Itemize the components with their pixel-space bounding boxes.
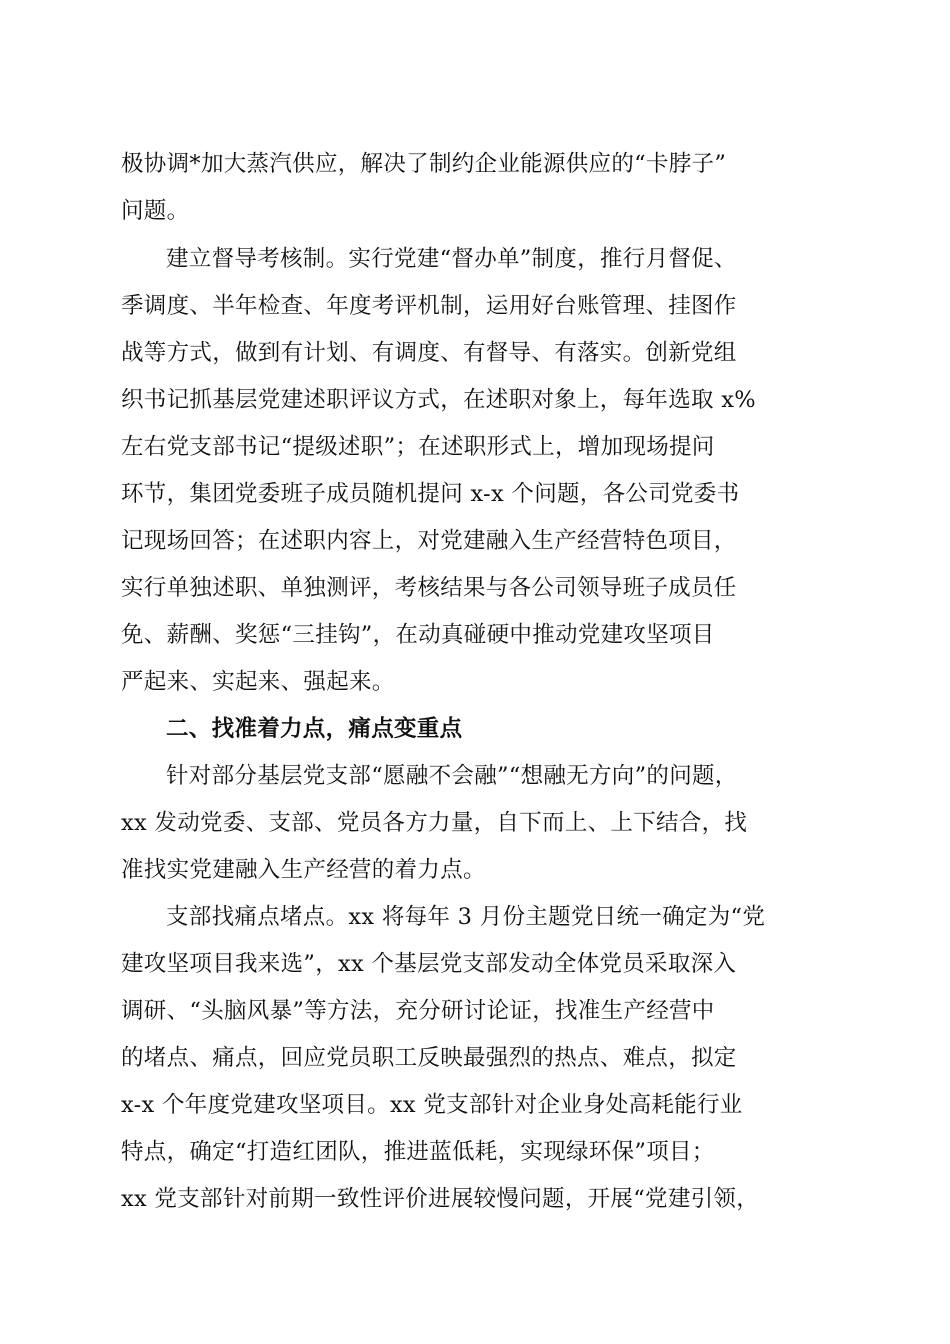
body-text-line: 建攻坚项目我来选”，xx 个基层党支部发动全体党员采取深入 <box>121 951 737 977</box>
body-text-line: 实行单独述职、单独测评，考核结果与各公司领导班子成员任 <box>121 575 737 601</box>
body-text-line: 极协调*加大蒸汽供应，解决了制约企业能源供应的“卡脖子” <box>121 151 727 177</box>
body-text-line: xx 党支部针对前期一致性评价进展较慢问题，开展“党建引领， <box>121 1186 760 1212</box>
paragraph-start-line: 支部找痛点堵点。xx 将每年 3 月份主题党日统一确定为“党 <box>166 904 766 930</box>
section-heading: 二、找准着力点，痛点变重点 <box>166 716 463 742</box>
body-text-line: x-x 个年度党建攻坚项目。xx 党支部针对企业身处高耗能行业 <box>121 1092 743 1118</box>
body-text-line: 特点，确定“打造红团队，推进蓝低耗，实现绿环保”项目； <box>121 1139 715 1165</box>
body-text-line: 环节，集团党委班子成员随机提问 x-x 个问题，各公司党委书 <box>121 481 740 507</box>
body-text-line: 严起来、实起来、强起来。 <box>121 669 395 695</box>
body-text-line: 织书记抓基层党建述职评议方式，在述职对象上，每年选取 x% <box>121 387 756 413</box>
body-text-line: 免、薪酬、奖惩“三挂钩”，在动真碰硬中推动党建攻坚项目 <box>121 622 715 648</box>
body-text-line: xx 发动党委、支部、党员各方力量，自下而上、上下结合，找 <box>121 810 748 836</box>
body-text-line: 的堵点、痛点，回应党员职工反映最强烈的热点、难点，拟定 <box>121 1045 737 1071</box>
paragraph-start-line: 针对部分基层党支部“愿融不会融”“想融无方向”的问题， <box>166 763 738 789</box>
body-text-line: 左右党支部书记“提级述职”；在述职形式上，增加现场提问 <box>121 434 715 460</box>
body-text-line: 准找实党建融入生产经营的着力点。 <box>121 857 486 883</box>
body-text-line: 记现场回答；在述职内容上，对党建融入生产经营特色项目， <box>121 528 737 554</box>
body-text-line: 问题。 <box>121 198 190 224</box>
body-text-line: 季调度、半年检查、年度考评机制，运用好台账管理、挂图作 <box>121 293 737 319</box>
body-text-line: 调研、“头脑风暴”等方法，充分研讨论证，找准生产经营中 <box>121 998 715 1024</box>
paragraph-start-line: 建立督导考核制。实行党建“督办单”制度，推行月督促、 <box>166 246 737 272</box>
body-text-line: 战等方式，做到有计划、有调度、有督导、有落实。创新党组 <box>121 340 737 366</box>
